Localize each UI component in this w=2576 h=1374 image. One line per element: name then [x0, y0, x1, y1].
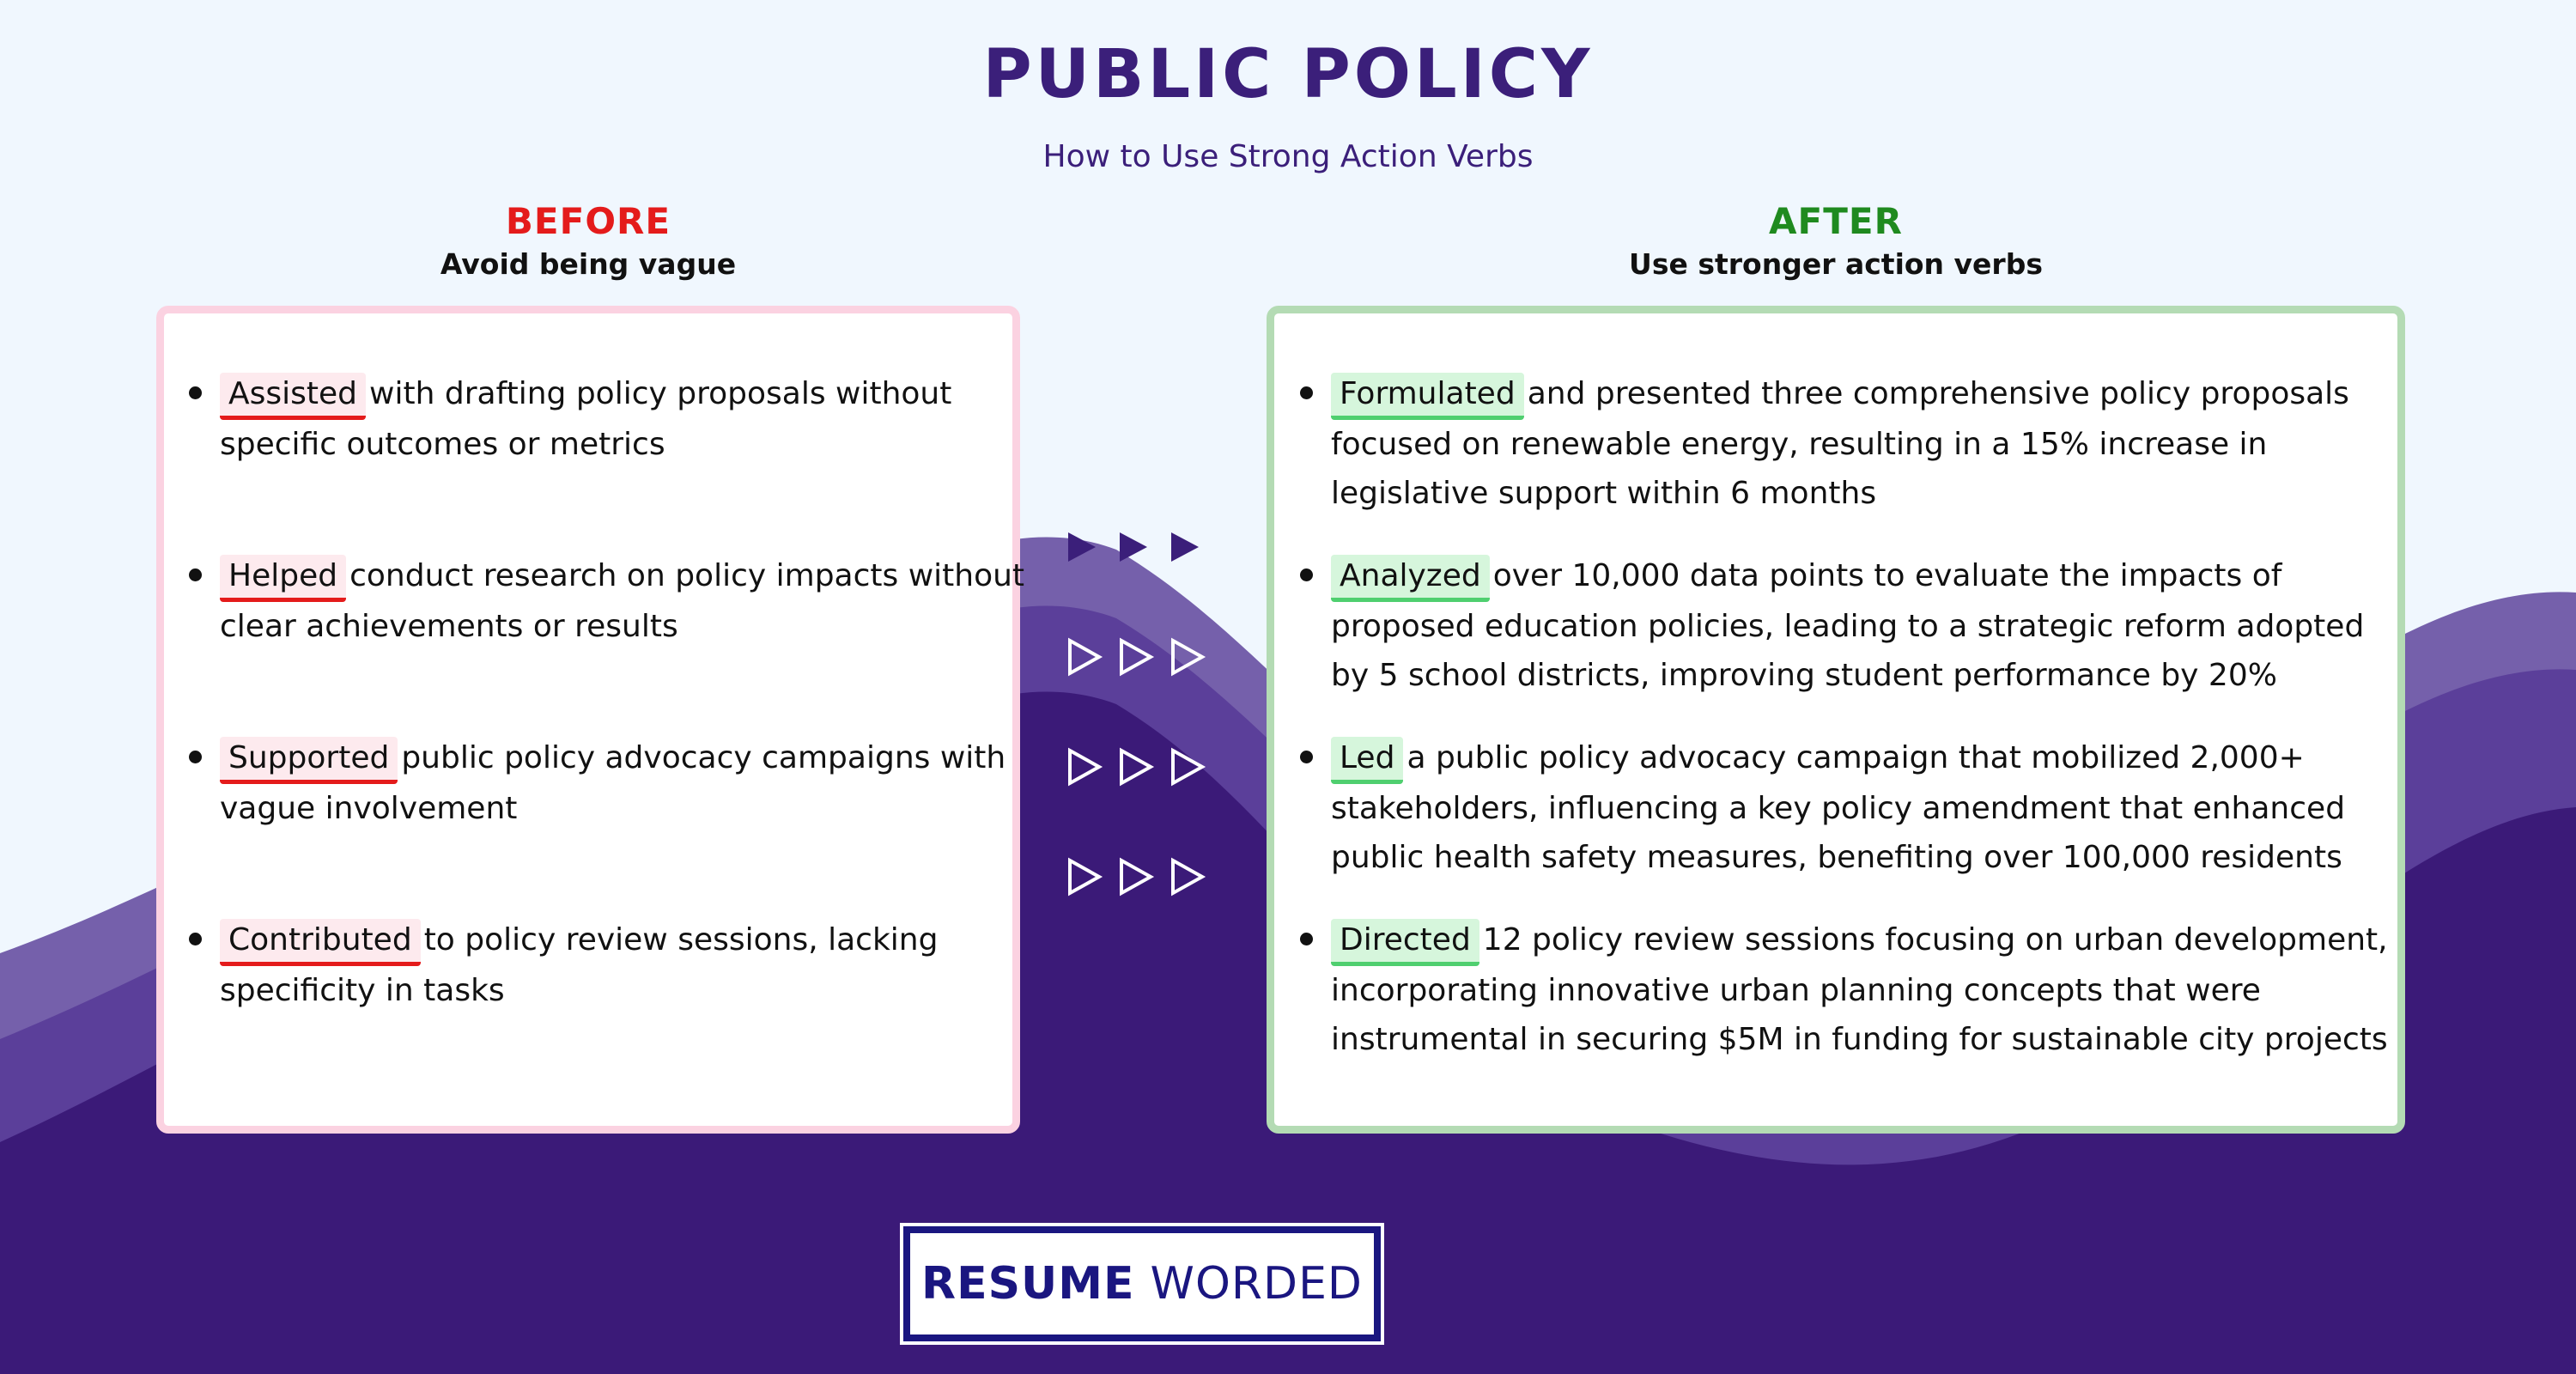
bullet-icon: [1300, 933, 1313, 945]
after-subtitle: Use stronger action verbs: [1629, 247, 2043, 281]
arrow-row-outline: [1065, 855, 1219, 898]
play-arrow-icon: [1068, 532, 1096, 562]
after-item-text: stakeholders, influencing a key policy amendment that enhanced: [1331, 791, 2346, 826]
after-item-text: proposed education policies, leading to a strategic reform adopted: [1331, 609, 2365, 644]
before-item-3: [220, 733, 1005, 833]
page-subtitle: How to Use Strong Action Verbs: [1042, 139, 1534, 174]
play-arrow-outline-icon: [1173, 860, 1202, 893]
after-item-1: [1331, 369, 2349, 518]
before-verb: Supported: [220, 737, 398, 784]
after-item-text: 12 policy review sessions focusing on urban development,: [1482, 922, 2388, 958]
bullet-icon: [189, 751, 202, 763]
bullet-icon: [1300, 386, 1313, 399]
play-arrow-outline-icon: [1070, 641, 1099, 673]
before-item-text: public policy advocacy campaigns with: [401, 740, 1006, 775]
after-item-text: instrumental in securing $5M in funding for sustainable city projects: [1331, 1022, 2388, 1057]
before-item-text: to policy review sessions, lacking: [423, 922, 939, 958]
after-item-2: [1331, 551, 2364, 700]
before-item-2: [220, 551, 1024, 651]
after-item-text: incorporating innovative urban planning concepts that were: [1331, 973, 2261, 1008]
after-item-text: legislative support within 6 months: [1331, 476, 1877, 511]
logo-bold-text: RESUME: [921, 1258, 1135, 1310]
after-verb: Formulated: [1331, 373, 1524, 420]
after-item-text: over 10,000 data points to evaluate the impacts of: [1492, 558, 2282, 593]
bullet-icon: [1300, 751, 1313, 763]
play-arrow-outline-icon: [1173, 751, 1202, 783]
bullet-icon: [189, 386, 202, 399]
before-item-text: clear achievements or results: [220, 609, 678, 644]
arrow-row-filled: [1065, 526, 1219, 568]
after-verb: Directed: [1331, 919, 1479, 966]
before-item-4: [220, 915, 938, 1015]
arrow-row-outline: [1065, 745, 1219, 788]
play-arrow-icon: [1120, 532, 1147, 562]
before-item-text: specific outcomes or metrics: [220, 427, 665, 462]
before-item-text: specificity in tasks: [220, 973, 505, 1008]
after-item-text: public health safety measures, benefiting over 100,000 residents: [1331, 840, 2342, 875]
before-label: BEFORE: [505, 200, 671, 242]
after-item-3: [1331, 733, 2345, 882]
bullet-icon: [189, 933, 202, 945]
before-header: [159, 198, 1018, 283]
bullet-icon: [189, 568, 202, 581]
arrow-row-outline: [1065, 635, 1219, 678]
before-item-1: [220, 369, 951, 469]
bullet-icon: [1300, 568, 1313, 581]
play-arrow-outline-icon: [1070, 751, 1099, 783]
after-verb: Analyzed: [1331, 555, 1490, 602]
after-item-text: by 5 school districts, improving student performance by 20%: [1331, 658, 2277, 693]
after-item-text: a public policy advocacy campaign that mobilized 2,000+: [1406, 740, 2305, 775]
resume-worded-logo: [903, 1226, 1381, 1341]
after-label: AFTER: [1769, 200, 1903, 242]
play-arrow-outline-icon: [1121, 641, 1151, 673]
after-header: [1269, 198, 2403, 283]
after-item-text: and presented three comprehensive policy proposals: [1527, 376, 2349, 411]
before-item-text: vague involvement: [220, 791, 518, 826]
play-arrow-icon: [1171, 532, 1199, 562]
before-verb: Helped: [220, 555, 346, 602]
before-verb: Contributed: [220, 919, 421, 966]
page-title: PUBLIC POLICY: [982, 36, 1594, 113]
before-item-text: with drafting policy proposals without: [369, 376, 952, 411]
play-arrow-outline-icon: [1121, 751, 1151, 783]
before-verb: Assisted: [220, 373, 366, 420]
play-arrow-outline-icon: [1121, 860, 1151, 893]
before-subtitle: Avoid being vague: [440, 247, 737, 281]
after-item-text: focused on renewable energy, resulting in a 15% increase in: [1331, 427, 2268, 462]
play-arrow-outline-icon: [1173, 641, 1202, 673]
play-arrow-outline-icon: [1070, 860, 1099, 893]
logo-light-text: WORDED: [1150, 1258, 1363, 1310]
before-item-text: conduct research on policy impacts without: [349, 558, 1025, 593]
after-verb: Led: [1331, 737, 1403, 784]
after-item-4: [1331, 915, 2388, 1064]
